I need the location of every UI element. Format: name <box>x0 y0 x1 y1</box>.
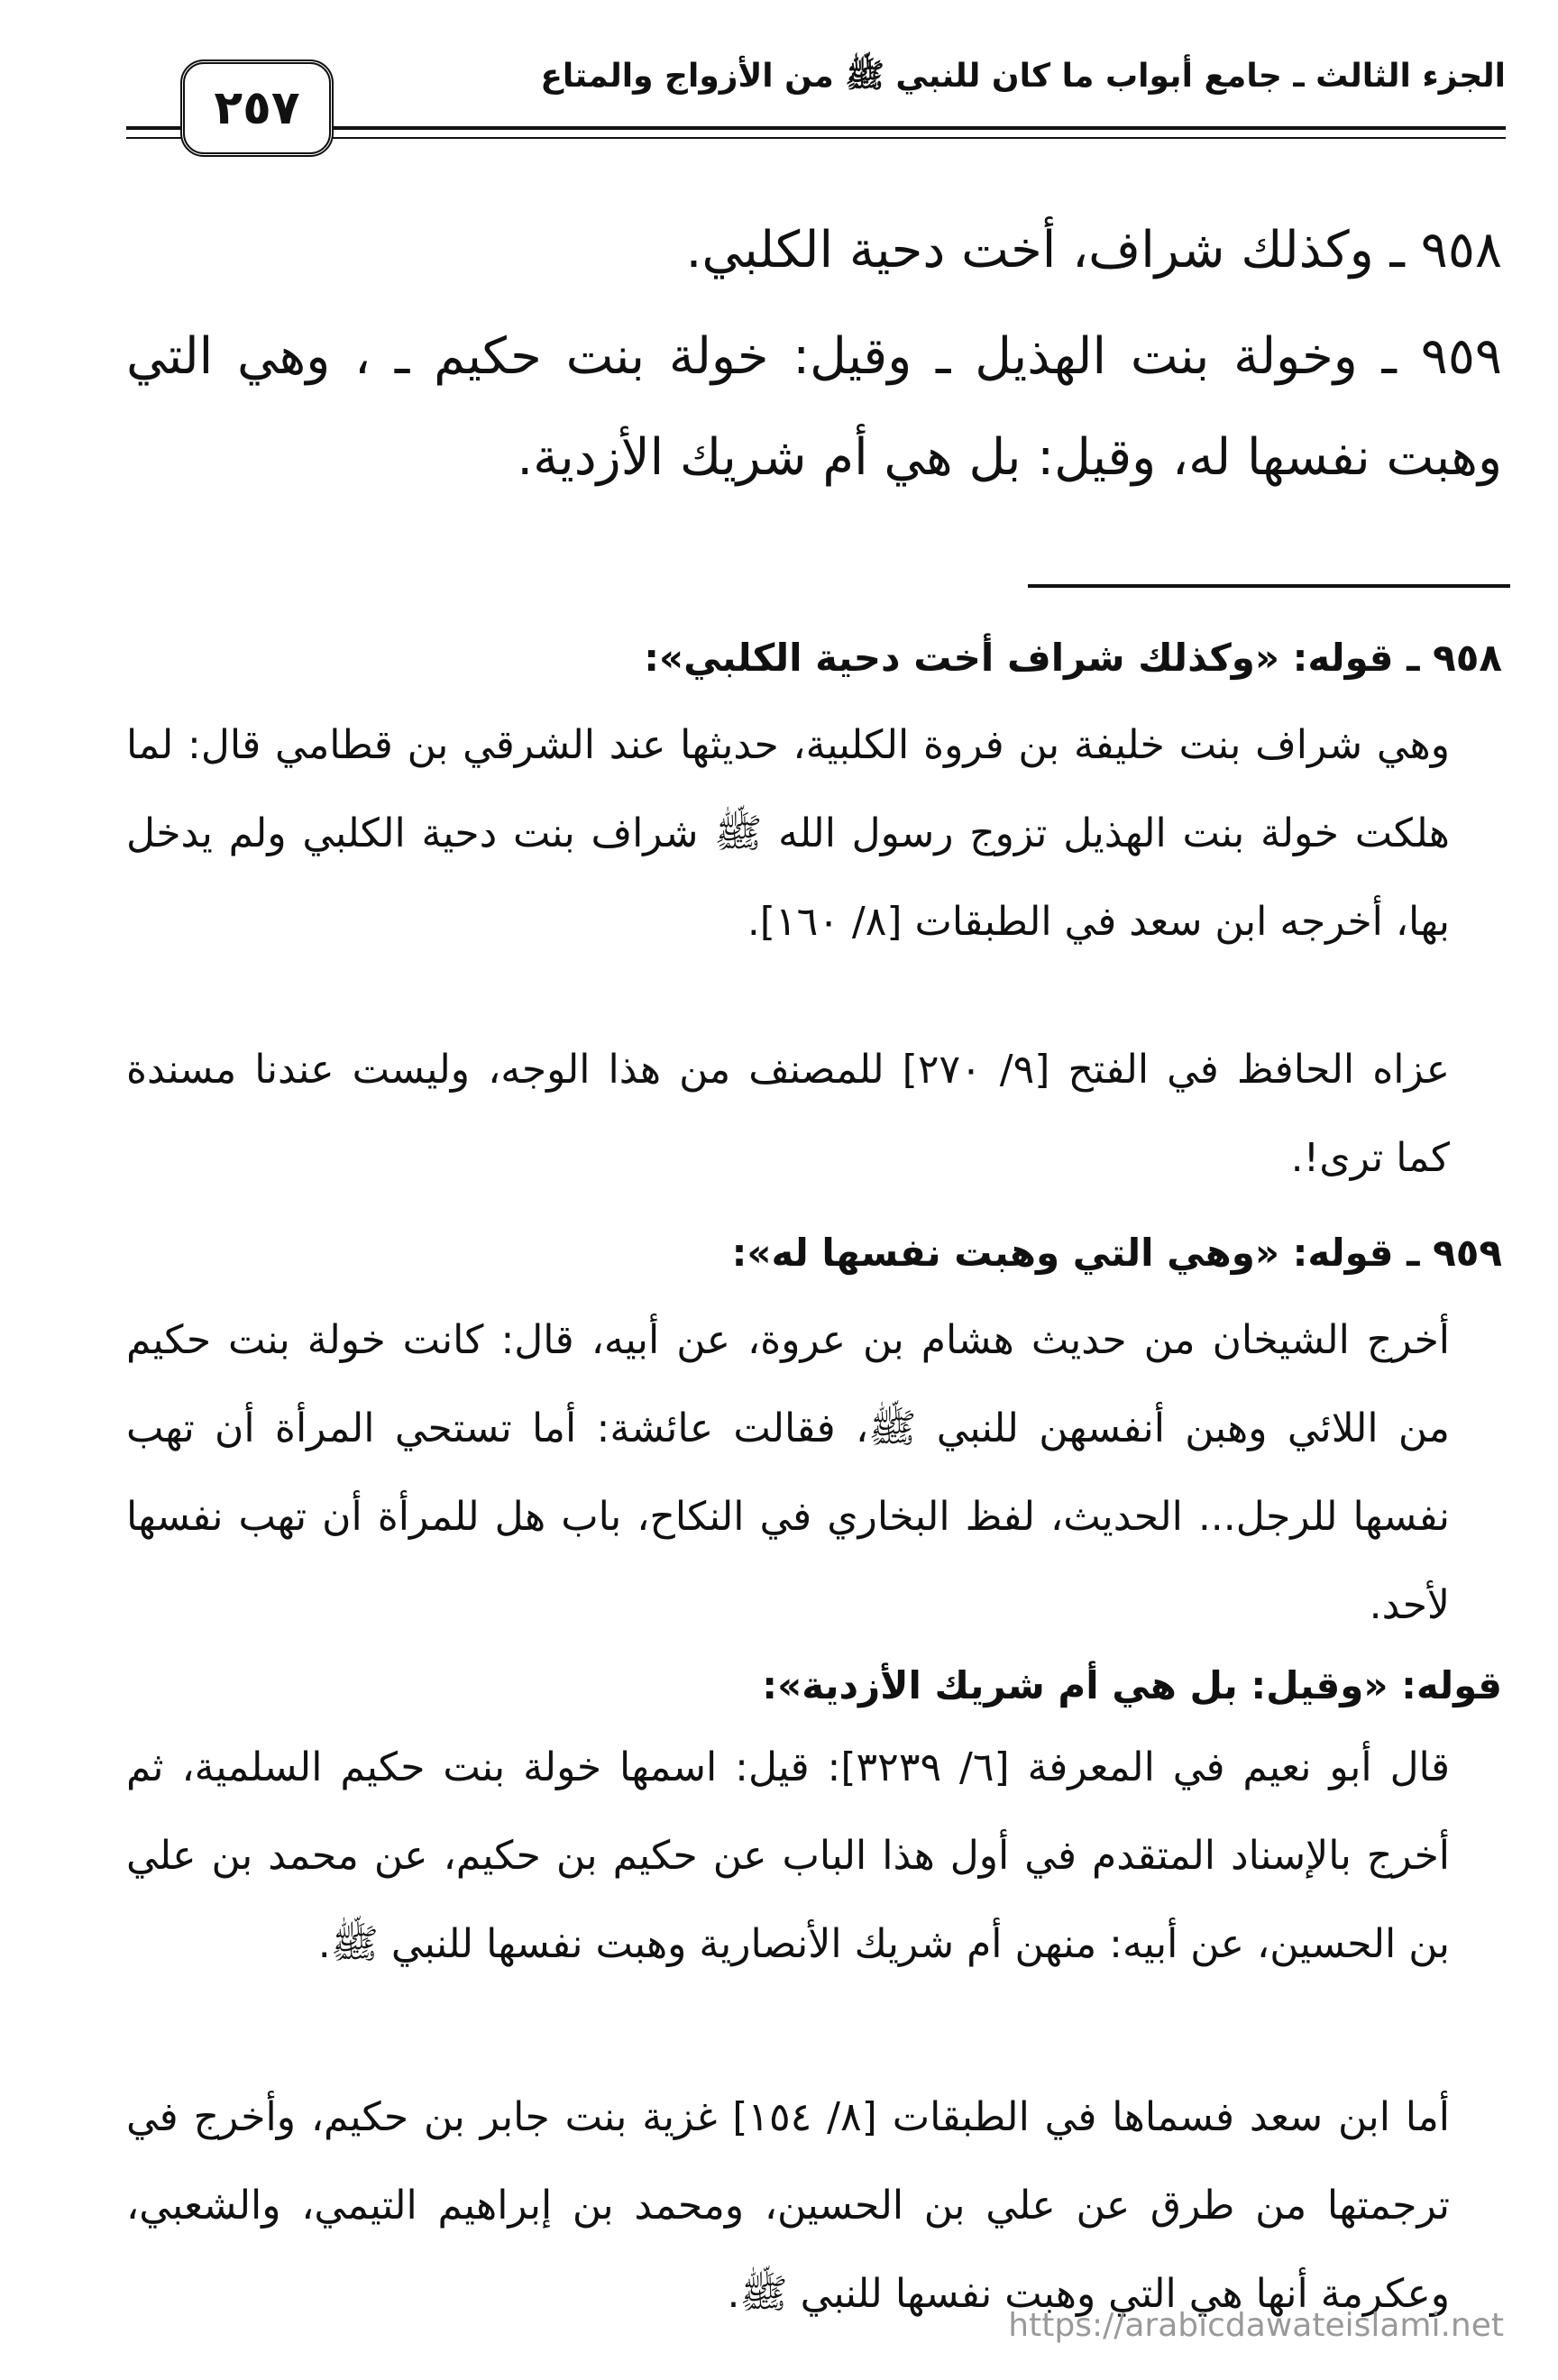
footnote-azdiya-para-1: قال أبو نعيم في المعرفة [٦/ ٣٢٣٩]: قيل: اسمها خولة بنت حكيم السلمية، ثم أخرج بالإسناد المتقدم في أول هذا الباب عن حكيم بن حكيم، عن محمد بن علي بن الحسين، عن أبيه: منهن أم شريك الأنصارية وهبت نفسها للنبي ﷺ. <box>126 1744 1450 1967</box>
footnote-958-para-1: وهي شراف بنت خليفة بن فروة الكلبية، حديثها عند الشرقي بن قطامي قال: لما هلكت خولة بنت الهذيل تزوج رسول الله ﷺ شراف بنت دحية الكلبي ولم يدخل بها، أخرجه ابن سعد في الطبقات [٨/ ١٦٠]. <box>126 722 1450 945</box>
watermark-url: https://arabicdawateislami.net <box>1008 2307 1504 2344</box>
main-entry-959: ٩٥٩ ـ وخولة بنت الهذيل ـ وقيل: خولة بنت حكيم ـ ، وهي التي وهبت نفسها له، وقيل: بل هي أم شريك الأزدية. <box>126 327 1502 487</box>
footnote-separator <box>1028 584 1510 588</box>
footnote-azdiya-para-2: أما ابن سعد فسماها في الطبقات [٨/ ١٥٤] غزية بنت جابر بن حكيم، وأخرج في ترجمتها من طرق عن علي بن الحسين، ومحمد بن إبراهيم التيمي، والشعبي، وعكرمة أنها هي التي وهبت نفسها للنبي ﷺ. <box>126 2094 1451 2317</box>
main-entry-958: ٩٥٨ ـ وكذلك شراف، أخت دحية الكلبي. <box>685 221 1502 279</box>
page-number: ٢٥٧ <box>180 60 334 157</box>
footnote-958-para-2: عزاه الحافظ في الفتح [٩/ ٢٧٠] للمصنف من هذا الوجه، وليست عندنا مسندة كما ترى!. <box>126 1047 1451 1181</box>
footnote-959-heading: ٩٥٩ ـ قوله: «وهي التي وهبت نفسها له»: <box>731 1231 1502 1275</box>
footnote-959-para-1: أخرج الشيخان من حديث هشام بن عروة، عن أبيه، قال: كانت خولة بنت حكيم من اللائي وهبن أنفسهن للنبي ﷺ، فقالت عائشة: أما تستحي المرأة أن تهب نفسها للرجل... الحديث، لفظ البخاري في النكاح، باب هل للمرأة أن تهب نفسها لأحد. <box>126 1317 1450 1628</box>
footnote-azdiya-heading: قوله: «وقيل: بل هي أم شريك الأزدية»: <box>762 1663 1502 1707</box>
header-title: الجزء الثالث ـ جامع أبواب ما كان للنبي ﷺ من الأزواج والمتاع <box>540 58 1506 95</box>
footnote-958-heading: ٩٥٨ ـ قوله: «وكذلك شراف أخت دحية الكلبي»: <box>644 636 1502 680</box>
